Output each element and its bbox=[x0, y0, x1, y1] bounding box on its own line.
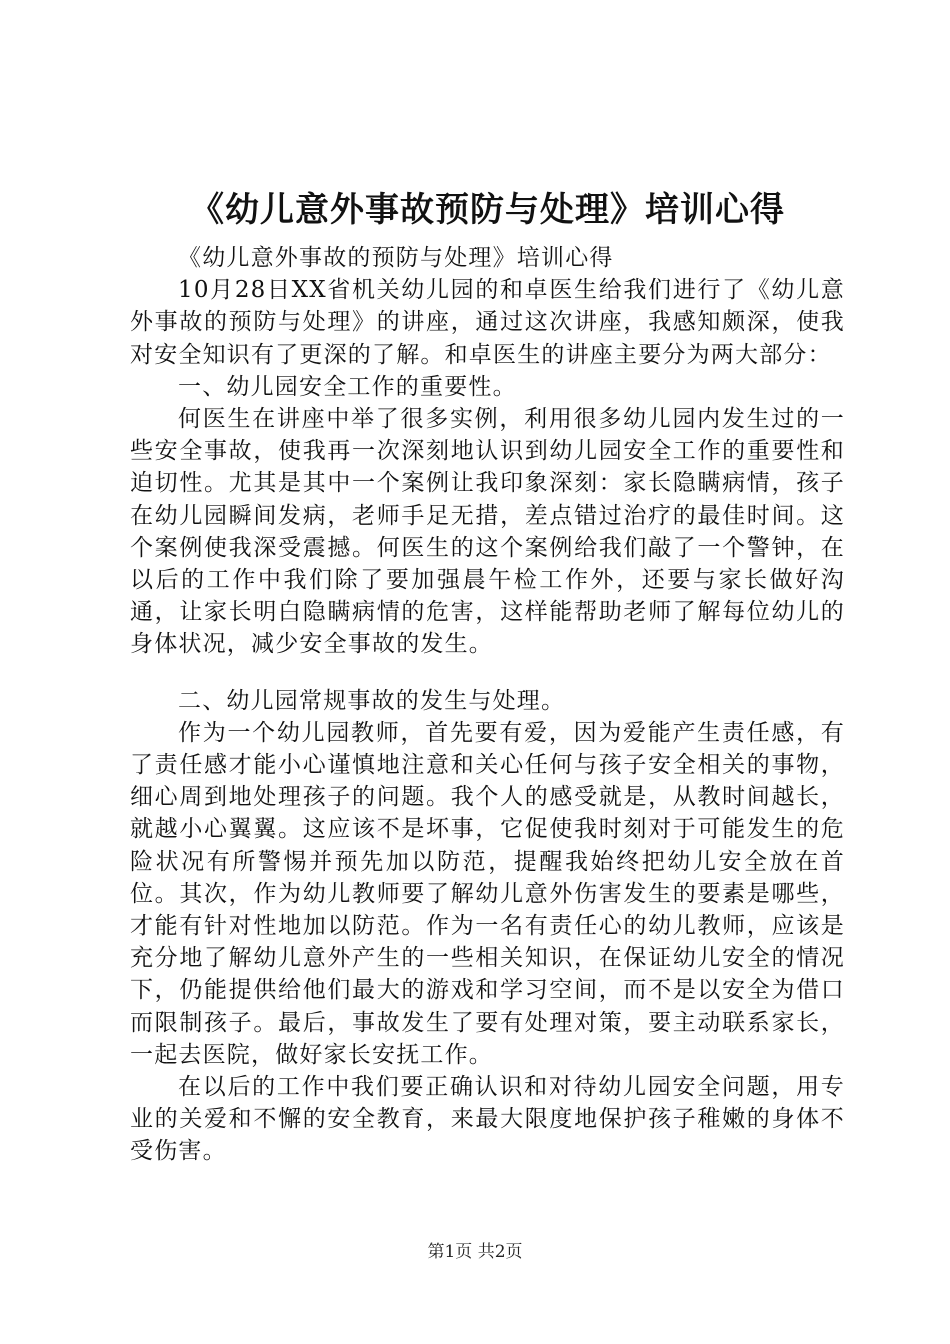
paragraph-intro: 10月28日XX省机关幼儿园的和卓医生给我们进行了《幼儿意外事故的预防与处理》的讲座，通过这次讲座，我感知颇深，使我对安全知识有了更深的了解。和卓医生的讲座主要分为两大部分： bbox=[130, 277, 845, 368]
document-page bbox=[130, 180, 845, 1168]
paragraph-conclusion: 在以后的工作中我们要正确认识和对待幼儿园安全问题，用专业的关爱和不懈的安全教育，来最大限度地保护孩子稚嫩的身体不受伤害。 bbox=[130, 1074, 845, 1165]
document-title: 《幼儿意外事故预防与处理》培训心得 bbox=[190, 190, 785, 230]
document-body bbox=[130, 242, 845, 1168]
paragraph-section-2: 作为一个幼儿园教师，首先要有爱，因为爱能产生责任感，有了责任感才能小心谨慎地注意和关心任何与孩子安全相关的事物，细心周到地处理孩子的问题。我个人的感受就是，从教时间越长，就越小心翼翼。这应该不是坏事，它促使我时刻对于可能发生的危险状况有所警惕并预先加以防范，提醒我始终把幼儿安全放在首位。其次，作为幼儿教师要了解幼儿意外伤害发生的要素是哪些，才能有针对性地加以防范。作为一名有责任心的幼儿教师，应该是充分地了解幼儿意外产生的一些相关知识，在保证幼儿安全的情况下，仍能提供给他们最大的游戏和学习空间，而不是以安全为借口而限制孩子。最后，事故发生了要有处理对策，要主动联系家长，一起去医院，做好家长安抚工作。 bbox=[130, 719, 845, 1068]
paragraph-subtitle: 《幼儿意外事故的预防与处理》培训心得 bbox=[178, 245, 614, 271]
section-heading-2: 二、幼儿园常规事故的发生与处理。 bbox=[178, 687, 566, 714]
paragraph-section-1: 何医生在讲座中举了很多实例，利用很多幼儿园内发生过的一些安全事故，使我再一次深刻地认识到幼儿园安全工作的重要性和迫切性。尤其是其中一个案例让我印象深刻：家长隐瞒病情，孩子在幼儿园瞬间发病，老师手足无措，差点错过治疗的最佳时间。这个案例使我深受震撼。何医生的这个案例给我们敲了一个警钟，在以后的工作中我们除了要加强晨午检工作外，还要与家长做好沟通，让家长明白隐瞒病情的危害，这样能帮助老师了解每位幼儿的身体状况，减少安全事故的发生。 bbox=[130, 406, 845, 658]
section-heading-1: 一、幼儿园安全工作的重要性。 bbox=[178, 373, 517, 400]
page-footer: 第1页 共2页 bbox=[427, 1242, 523, 1262]
